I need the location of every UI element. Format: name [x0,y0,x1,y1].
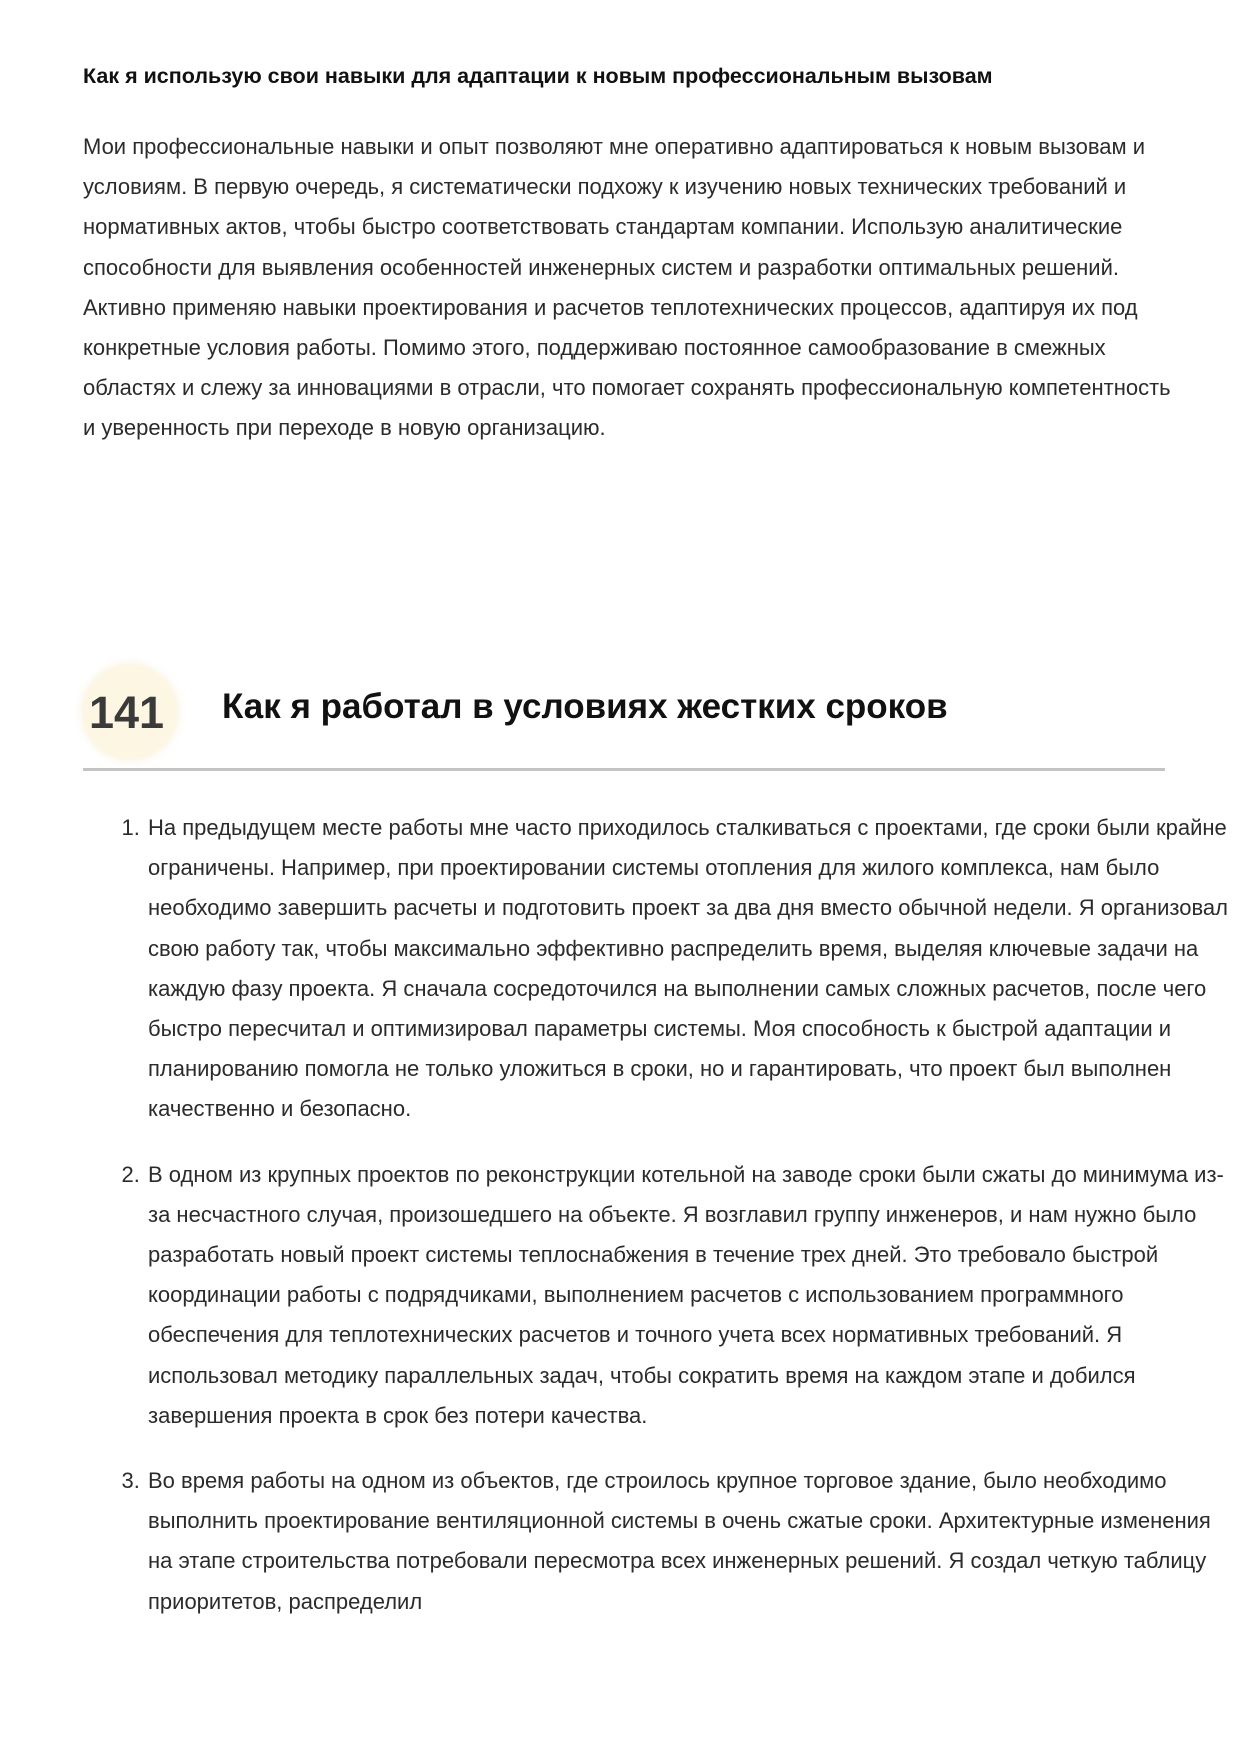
section-number: 141 [89,687,165,738]
subheading: Как я использую свои навыки для адаптации к новым профессиональным вызовам [83,64,993,88]
list-item: 3. Во время работы на одном из объектов, где строилось крупное торговое здание, было необходимо выполнить проектирование вентиляционной системы в очень сжатые сроки. Архитектурные изменения на этапе строительства потребовали пересмотра всех инженерных решений. Я создал четкую таблицу приоритетов, распределил [146,1461,1236,1622]
section-header [83,660,1165,771]
answer-list [83,808,1236,1647]
section-number-badge [83,665,177,759]
list-item: 2. В одном из крупных проектов по реконструкции котельной на заводе сроки были сжаты до минимума из-за несчастного случая, произошедшего на объекте. Я возглавил группу инженеров, и нам нужно было разработать новый проект системы теплоснабжения в течение трех дней. Это требовало быстрой координации работы с подрядчиками, выполнением расчетов с использованием программного обеспечения для теплотехнических расчетов и точного учета всех нормативных требований. Я использовал методику параллельных задач, чтобы сократить время на каждом этапе и добился завершения проекта в срок без потери качества. [146,1155,1236,1436]
paragraph: Мои профессиональные навыки и опыт позволяют мне оперативно адаптироваться к новым вызовам и условиям. В первую очередь, я систематически подхожу к изучению новых технических требований и нормативных актов, чтобы быстро соответствовать стандартам компании. Использую аналитические способности для выявления особенностей инженерных систем и разработки оптимальных решений. Активно применяю навыки проектирования и расчетов теплотехнических процессов, адаптируя их под конкретные условия работы. Помимо этого, поддерживаю постоянное самообразование в смежных областях и слежу за инновациями в отрасли, что помогает сохранять профессиональную компетентность и уверенность при переходе в новую организацию. [83,134,1171,441]
list-item: 1. На предыдущем месте работы мне часто приходилось сталкиваться с проектами, где сроки были крайне ограничены. Например, при проектировании системы отопления для жилого комплекса, нам было необходимо завершить расчеты и подготовить проект за два дня вместо обычной недели. Я организовал свою работу так, чтобы максимально эффективно распределить время, выделяя ключевые задачи на каждую фазу проекта. Я сначала сосредоточился на выполнении самых сложных расчетов, после чего быстро пересчитал и оптимизировал параметры системы. Моя способность к быстрой адаптации и планированию помогла не только уложиться в сроки, но и гарантировать, что проект был выполнен качественно и безопасно. [146,808,1236,1130]
section-title: Как я работал в условиях жестких сроков [222,687,948,726]
